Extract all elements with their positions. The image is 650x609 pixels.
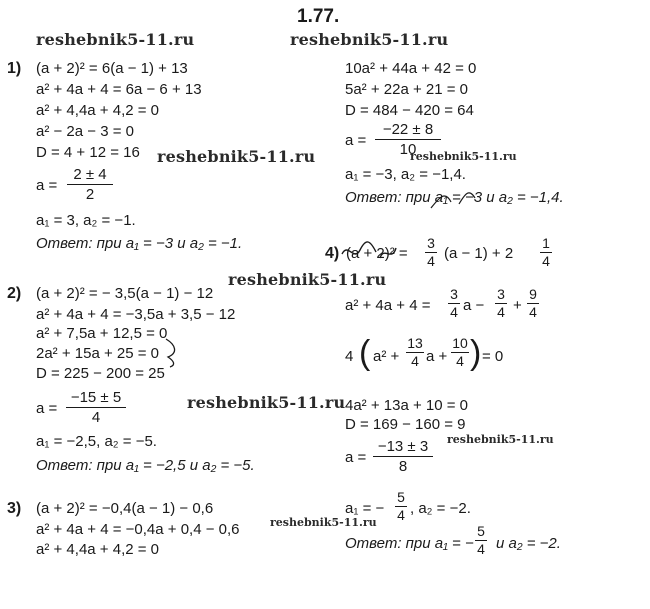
equation-line: (a + 2)² = 6(a − 1) + 13 (36, 60, 188, 77)
equation-line: 2a² + 15a + 25 = 0 (36, 345, 160, 362)
fraction-numerator: −22 ± 8 (382, 121, 434, 138)
fraction-numerator: 5 (397, 489, 405, 505)
equation-line: D = 225 − 200 = 25 (36, 365, 165, 382)
fraction-denominator: 4 (477, 541, 485, 557)
part-label: 2) (7, 285, 22, 302)
equation-line: a² + 7,5a + 12,5 = 0 (36, 325, 168, 342)
watermark: reshebnik5-11.ru (187, 393, 346, 412)
fraction (527, 287, 539, 320)
part-label: 3) (7, 500, 22, 517)
fraction-numerator: 3 (427, 235, 435, 251)
fraction (451, 336, 469, 369)
equation-term: a − (463, 297, 485, 314)
answer-line: Ответ: при a₁ = − (345, 535, 474, 552)
root-fraction (373, 438, 433, 475)
equation-line: a² + 4a + 4 = −0,4a + 0,4 − 0,6 (36, 521, 240, 538)
roots-line: a₁ = −3, a₂ = −1,4. (345, 166, 466, 183)
fraction-denominator: 4 (542, 253, 550, 269)
roots-line: a₁ = 3, a₂ = −1. (36, 212, 136, 229)
fraction-denominator: 4 (411, 353, 419, 369)
fraction-numerator: 3 (497, 286, 505, 302)
fraction (448, 287, 460, 320)
scribble-mark (425, 178, 485, 214)
scribble-mark (162, 335, 184, 369)
equation-line: D = 484 − 420 = 64 (345, 102, 474, 119)
answer-line: Ответ: при a₁ = −3 и a₂ = −1,4. (345, 189, 564, 206)
watermark: reshebnik5-11.ru (290, 30, 449, 49)
equation-line: 10a² + 44a + 42 = 0 (345, 60, 477, 77)
solution-label: a = (36, 177, 58, 194)
roots-line: , a₂ = −2. (410, 500, 471, 517)
fraction-denominator: 4 (456, 353, 464, 369)
equation-line: a² + 4,4a + 4,2 = 0 (36, 541, 160, 558)
fraction-numerator: −13 ± 3 (377, 438, 429, 455)
solution-label: a = (36, 400, 58, 417)
fraction-denominator: 8 (398, 458, 408, 475)
watermark: reshebnik5-11.ru (157, 147, 316, 166)
equation-term: a + (426, 348, 448, 365)
equation-coefficient: 4 (345, 348, 354, 365)
fraction-denominator: 4 (529, 304, 537, 320)
fraction (395, 490, 407, 523)
watermark: reshebnik5-11.ru (36, 30, 195, 49)
fraction-denominator: 4 (91, 409, 101, 426)
fraction (475, 524, 487, 557)
equation-term: a² + (373, 348, 400, 365)
fraction-numerator: 2 ± 4 (73, 166, 107, 183)
answer-line: и a₂ = −2. (496, 535, 561, 552)
fraction-denominator: 4 (497, 304, 505, 320)
equation-term: + (513, 297, 522, 314)
solution-label: a = (345, 449, 367, 466)
fraction (406, 336, 424, 369)
left-parenthesis: ( (359, 334, 371, 372)
equation-line: D = 4 + 12 = 16 (36, 144, 140, 161)
equation-line: a² − 2a − 3 = 0 (36, 123, 134, 140)
fraction-denominator: 4 (397, 507, 405, 523)
watermark: reshebnik5-11.ru (270, 516, 377, 529)
watermark: reshebnik5-11.ru (447, 433, 554, 446)
fraction-numerator: 9 (529, 286, 537, 302)
equation-middle: (a − 1) + 2 (444, 245, 514, 262)
solution-label: a = (345, 132, 367, 149)
fraction-numerator: −15 ± 5 (70, 389, 122, 406)
equation-line: 4a² + 13a + 10 = 0 (345, 397, 469, 414)
equation-line: a² + 4,4a + 4,2 = 0 (36, 102, 160, 119)
equation-line: (a + 2)² = −0,4(a − 1) − 0,6 (36, 500, 214, 517)
roots-line: a₁ = −2,5, a₂ = −5. (36, 433, 157, 450)
fraction (540, 236, 552, 269)
fraction-denominator: 10 (399, 141, 417, 158)
fraction-numerator: 1 (542, 235, 550, 251)
fraction-denominator: 4 (427, 253, 435, 269)
root-fraction (375, 121, 441, 158)
fraction-numerator: 10 (452, 335, 468, 351)
fraction-numerator: 3 (450, 286, 458, 302)
equation-line: a² + 4a + 4 = −3,5a + 3,5 − 12 (36, 306, 236, 323)
part-label: 1) (7, 60, 22, 77)
equation-lhs: a² + 4a + 4 = (345, 297, 431, 314)
answer-line: Ответ: при a₁ = −2,5 и a₂ = −5. (36, 457, 255, 474)
answer-line: Ответ: при a₁ = −3 и a₂ = −1. (36, 235, 243, 252)
watermark: reshebnik5-11.ru (410, 150, 517, 163)
part-label: 4) (325, 245, 340, 262)
fraction-denominator: 2 (85, 186, 95, 203)
equation-term: = 0 (482, 348, 504, 365)
watermark: reshebnik5-11.ru (228, 270, 387, 289)
scribble-mark (340, 232, 430, 272)
equation-lhs: (a + 2)² = (346, 245, 408, 262)
fraction (495, 287, 507, 320)
equation-line: D = 169 − 160 = 9 (345, 416, 466, 433)
equation-line: (a + 2)² = − 3,5(a − 1) − 12 (36, 285, 214, 302)
right-parenthesis: ) (470, 334, 482, 372)
root-fraction (67, 166, 113, 203)
fraction-numerator: 5 (477, 523, 485, 539)
fraction-denominator: 4 (450, 304, 458, 320)
root-fraction (66, 389, 126, 426)
equation-line: 5a² + 22a + 21 = 0 (345, 81, 469, 98)
roots-line: a₁ = − (345, 500, 385, 517)
problem-number: 1.77. (297, 6, 340, 27)
equation-line: a² + 4a + 4 = 6a − 6 + 13 (36, 81, 202, 98)
fraction-numerator: 13 (407, 335, 423, 351)
